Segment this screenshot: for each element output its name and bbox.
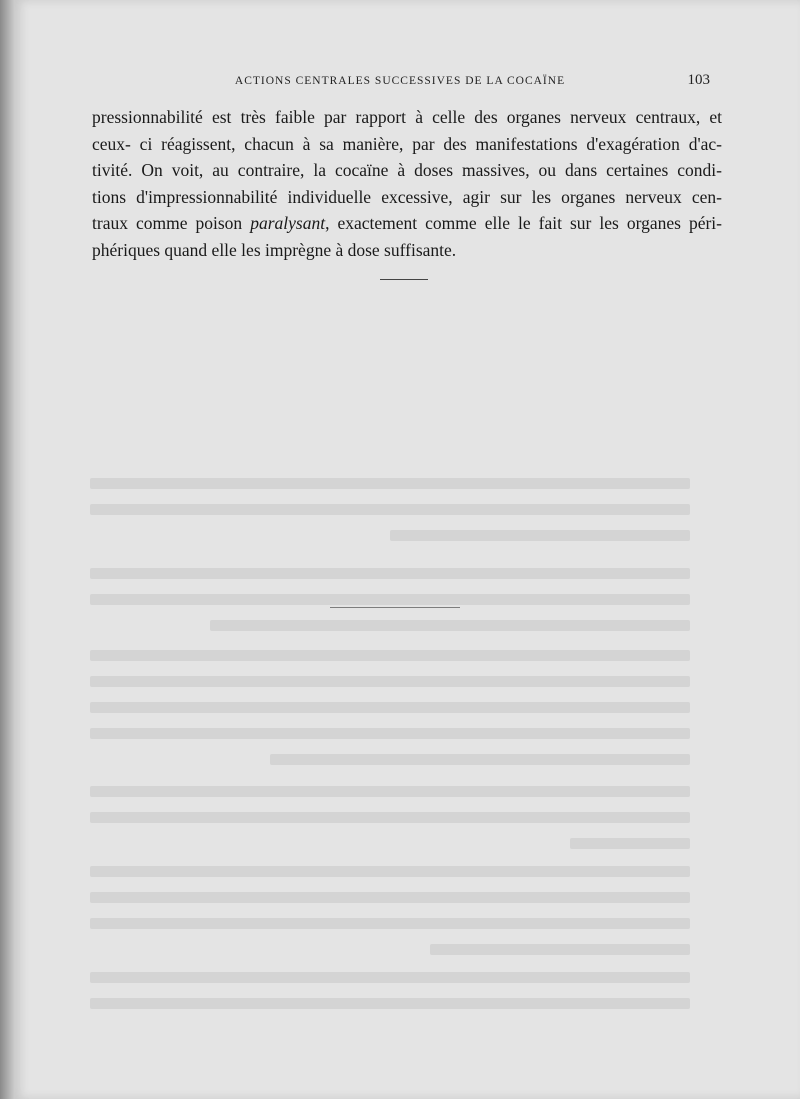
running-head bbox=[90, 72, 710, 92]
text-line bbox=[92, 184, 722, 211]
text-line bbox=[92, 104, 722, 131]
scan-edge bbox=[0, 0, 14, 1099]
text-run: pressionnabilité est très faible par rapport à celle des organes nerveux centraux, et bbox=[92, 107, 722, 127]
text-line bbox=[92, 157, 722, 184]
text-line bbox=[92, 131, 722, 158]
italic-term: paralysant bbox=[250, 213, 326, 233]
stray-mark bbox=[330, 607, 460, 608]
text-run: , exactement comme elle le fait sur les organes péri- bbox=[325, 213, 722, 233]
text-run: tions d'impressionnabilité individuelle excessive, agir sur les organes nerveux cen- bbox=[92, 186, 722, 207]
text-run: ceux- ci réagissent, chacun à sa manière, par des manifestations d'exagération d'ac- bbox=[92, 133, 722, 154]
text-line bbox=[92, 237, 722, 264]
text-run: tivité. On voit, au contraire, la cocaïne à doses massives, ou dans certaines condi- bbox=[92, 160, 722, 180]
section-divider bbox=[380, 279, 428, 280]
text-run: phériques quand elle les imprègne à dose suffisante. bbox=[92, 239, 457, 260]
page-number: 103 bbox=[687, 72, 710, 88]
running-title: ACTIONS CENTRALES SUCCESSIVES DE LA COCAÏNE bbox=[234, 75, 566, 87]
body-paragraph bbox=[92, 104, 722, 263]
text-line bbox=[92, 210, 722, 237]
text-run: traux comme poison bbox=[92, 213, 251, 233]
